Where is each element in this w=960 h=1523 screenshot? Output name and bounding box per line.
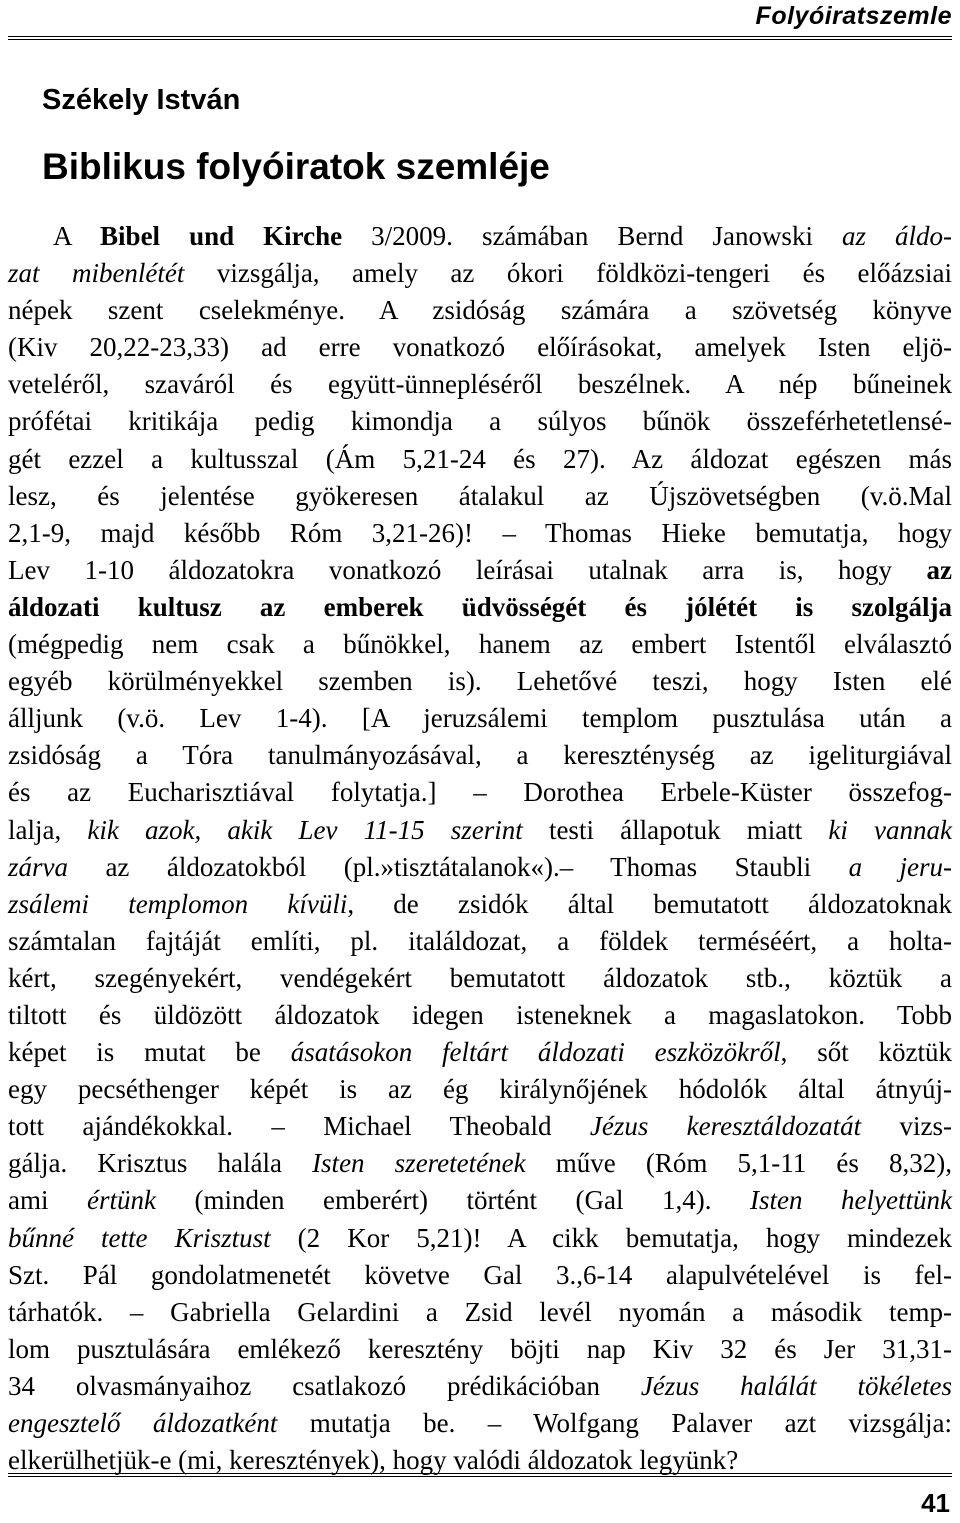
body-text-run: (Kiv 20,22-23,33) ad erre vonatkozó előírásokat, amelyek Isten eljö- [8,332,952,363]
body-text-run: lesz, és jelentése gyökeresen átalakul az Újszövetségben (v.ö.Mal [8,480,952,511]
body-line [8,1368,952,1405]
body-text-run: , sőt köztük [780,1037,953,1068]
body-line [8,329,952,366]
body-text-run: vizs- [861,1111,952,1142]
body-line [8,1331,952,1368]
body-line [8,700,952,737]
body-line [8,997,952,1034]
body-line [8,1034,952,1071]
body-text-run: (minden emberért) történt (Gal 1,4). [156,1185,751,1216]
body-line [8,626,952,663]
body-line [8,552,952,589]
body-text-run: 3/2009. számában Bernd Janowski [342,221,842,251]
bold-text: áldozati kultusz az emberek üdvösségét és jólétét is szolgálja [8,591,952,622]
body-text-run: lom pusztulására emlékező keresztény böjti nap Kiv 32 és Jer 31,31- [8,1333,952,1364]
body-text-run: képet is mutat be [8,1037,291,1068]
body-line [8,255,952,292]
body-text-run: kért, szegényekért, vendégekért bemutatott áldozatok stb., köztük a [8,962,952,993]
body-text-run: 2,1-9, majd később Róm 3,21-26)! – Thomas Hieke bemutatja, hogy [8,517,952,548]
body-text-run: (2 Kor 5,21)! A cikk bemutatja, hogy mindezek [270,1222,952,1253]
body-text-run: Szt. Pál gondolatmenetét követve Gal 3.,6-14 alapulvételével is fel- [8,1259,952,1290]
body-line [8,1257,952,1294]
italic-text: ásatásokon feltárt áldozati eszközökről [290,1037,781,1068]
body-line [8,737,952,774]
body-line [8,218,952,255]
italic-text: Jézus halálát tökéletes [640,1370,952,1401]
body-text-run: egyéb körülményekkel szemben is). Lehetővé teszi, hogy Isten elé [8,666,952,697]
body-text-run: 34 olvasmányaihoz csatlakozó prédikációban [8,1370,641,1401]
body-text-run: műve (Róm 5,1-11 és 8,32), [525,1148,952,1179]
running-head: Folyóiratszemle [755,2,952,30]
body-text-run: testi állapotuk miatt [522,814,829,845]
header-rule [8,36,952,40]
italic-text: engesztelő áldozatként [8,1408,278,1438]
body-text-run: , de zsidók által bemutatott áldozatoknak [347,888,952,919]
body-text-run: Lev 1-10 áldozatokra vonatkozó leírásai utalnak arra is, hogy [8,554,927,585]
italic-text: bűnné tette Krisztust [8,1222,271,1253]
body-text-run: elkerülhetjük-e (mi, keresztények), hogy valódi áldozatok legyünk? [8,1445,739,1476]
italic-text: zat mibenlétét [8,258,185,289]
footer-rule [8,1473,952,1477]
body-text-run: népek szent cselekménye. A zsidóság számára a szövetség könyve [8,295,952,326]
body-line [8,403,952,440]
italic-text: zsálemi templomon kívüli [8,888,348,919]
body-line [8,886,952,923]
article-body [8,218,952,1479]
body-line [8,812,952,849]
body-line [8,923,952,960]
body-line [8,515,952,552]
body-line [8,366,952,403]
body-text-run: gálja. Krisztus halála [8,1148,313,1179]
body-line [8,1145,952,1182]
body-text-run: tiltott és üldözött áldozatok idegen isteneknek a magaslatokon. Tobb [8,999,952,1030]
body-line [8,1294,952,1331]
italic-text: az áldo- [841,221,953,251]
italic-text: Jézus keresztáldozatát [589,1111,862,1142]
body-line [8,774,952,811]
body-text-run: (mégpedig nem csak a bűnökkel, hanem az embert Istentől elválasztó [8,629,952,660]
body-text-run: mutatja be. – Wolfgang Palaver azt vizsgálja: [277,1408,952,1438]
body-line [8,292,952,329]
body-line [8,960,952,997]
body-line [8,1405,952,1442]
italic-text: értünk [87,1185,156,1216]
italic-text: kik azok, akik Lev 11-15 szerint [87,814,523,845]
body-text-run: és az Eucharisztiával folytatja.] – Dorothea Erbele-Küster összefog- [8,777,952,808]
body-text-run: lalja, [8,814,88,845]
body-text-run: számtalan fajtáját említi, pl. italáldozat, a földek terméséért, a holta- [8,925,952,956]
italic-text: Isten helyettünk [750,1185,952,1216]
body-text-run: egy pecséthenger képét is az ég királynőjének hódolók által átnyúj- [8,1074,952,1105]
body-text-run: ami [8,1185,88,1216]
body-line [8,1108,952,1145]
italic-text: ki vannak [828,814,952,845]
page-number: 41 [921,1488,950,1518]
body-text-run: tárhatók. – Gabriella Gelardini a Zsid levél nyomán a második temp- [8,1296,952,1327]
bold-text: Bibel und Kirche [100,221,343,251]
body-text-run: A [53,221,101,251]
body-text-run: prófétai kritikája pedig kimondja a súlyos bűnök összeférhetetlensé- [8,406,952,437]
body-line [8,1182,952,1219]
body-text-run: álljunk (v.ö. Lev 1-4). [A jeruzsálemi templom pusztulása után a [8,703,952,734]
body-line [8,849,952,886]
body-line [8,478,952,515]
body-text-run: az áldozatokból (pl.»tisztátalanok«).– Thomas Staubli [68,851,849,882]
body-text-run: gét ezzel a kultusszal (Ám 5,21-24 és 27). Az áldozat egészen más [8,443,952,474]
bold-text: az [926,554,952,585]
body-line [8,441,952,478]
body-text-run: vizsgálja, amely az ókori földközi-tengeri és előázsiai [184,258,952,289]
article-title: Biblikus folyóiratok szemléje [42,146,550,187]
body-line [8,1071,952,1108]
body-line [8,663,952,700]
italic-text: a jeru- [848,851,952,882]
body-line [8,589,952,626]
italic-text: Isten szeretetének [312,1148,526,1179]
body-text-run: tott ajándékokkal. – Michael Theobald [8,1111,590,1142]
body-text-run: zsidóság a Tóra tanulmányozásával, a kereszténység az igeliturgiával [8,740,952,771]
article-author: Székely István [42,84,241,116]
body-text-run: veteléről, szaváról és együtt-ünnepléséről beszélnek. A nép bűneinek [8,369,952,400]
italic-text: zárva [8,851,68,882]
body-line [8,1220,952,1257]
